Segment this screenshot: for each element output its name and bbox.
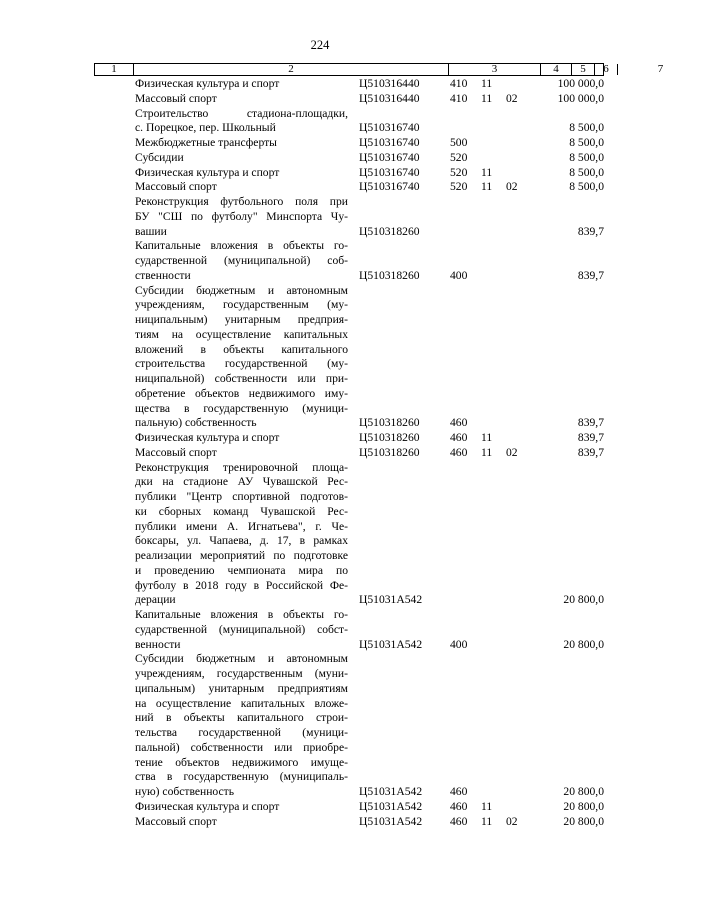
expense-type-cell: 410 bbox=[450, 91, 468, 105]
row-description bbox=[135, 77, 348, 92]
target-code-cell: Ц510316740 bbox=[359, 150, 420, 164]
amount-cell: 20 800,0 bbox=[563, 799, 604, 813]
expense-type-cell: 460 bbox=[450, 416, 468, 430]
expense-type-cell: 460 bbox=[450, 445, 468, 459]
description-line: тение объектов недвижимого имуще- bbox=[135, 755, 348, 769]
description-line: Физическая культура и спорт bbox=[135, 431, 280, 444]
subsection-cell: 02 bbox=[506, 180, 518, 194]
description-line: сударственной (муниципальной) собст- bbox=[135, 622, 348, 636]
column-header-1: 1 bbox=[111, 63, 117, 75]
expense-type-cell: 520 bbox=[450, 180, 468, 194]
description-line: Физическая культура и спорт bbox=[135, 799, 280, 813]
table-header bbox=[94, 63, 664, 76]
description-line: Массовый спорт bbox=[135, 814, 217, 828]
table-row bbox=[0, 195, 640, 239]
row-description bbox=[135, 284, 348, 432]
description-line: учреждениям, государственным (му- bbox=[135, 298, 348, 312]
description-line: футболу в 2018 году в Российской Фе- bbox=[135, 578, 348, 592]
section-cell: 11 bbox=[481, 91, 493, 105]
row-description bbox=[135, 800, 348, 815]
target-code-cell: Ц510316440 bbox=[359, 91, 420, 105]
description-line: Реконструкция футбольного поля при bbox=[135, 195, 348, 208]
amount-cell: 20 800,0 bbox=[563, 593, 604, 607]
target-code-cell: Ц510316740 bbox=[359, 136, 420, 149]
table-row bbox=[0, 608, 640, 652]
row-description bbox=[135, 107, 348, 137]
table-row bbox=[0, 446, 640, 461]
description-line: и проведению чемпионата мира по bbox=[135, 563, 348, 577]
row-description bbox=[135, 815, 348, 830]
description-line: тельства государственной (муници- bbox=[135, 726, 348, 739]
target-code-cell: Ц51031А542 bbox=[359, 799, 423, 813]
description-line: на осуществление капитальных вложе- bbox=[135, 696, 348, 710]
row-description bbox=[135, 136, 348, 151]
description-line: Субсидии бюджетным и автономным bbox=[135, 283, 348, 297]
subsection-cell: 02 bbox=[506, 91, 518, 105]
subsection-cell: 02 bbox=[506, 445, 518, 459]
description-line: Массовый спорт bbox=[135, 91, 217, 105]
expense-type-cell: 460 bbox=[450, 814, 468, 828]
target-code-cell: Ц510316740 bbox=[359, 165, 420, 179]
expense-type-cell: 460 bbox=[450, 431, 468, 444]
section-cell: 11 bbox=[481, 165, 493, 179]
description-line: Субсидии bbox=[135, 150, 184, 164]
table-row bbox=[0, 815, 640, 830]
table-row bbox=[0, 431, 640, 446]
description-line: публики имени А. Игнатьева", г. Че- bbox=[135, 519, 348, 533]
column-header-3: 3 bbox=[448, 64, 540, 75]
section-cell: 11 bbox=[481, 799, 493, 813]
row-description bbox=[135, 652, 348, 800]
description-line: строительства государственной (му- bbox=[135, 357, 348, 371]
amount-cell: 839,7 bbox=[577, 431, 604, 444]
amount-cell: 839,7 bbox=[577, 445, 604, 459]
description-line: Массовый спорт bbox=[135, 180, 217, 194]
description-line: ний в объекты капитального строи- bbox=[135, 711, 348, 725]
description-line: учреждениям, государственным (муни- bbox=[135, 667, 348, 680]
amount-cell: 20 800,0 bbox=[563, 785, 604, 798]
section-cell: 11 bbox=[481, 445, 493, 459]
description-line: ниципальной) собственности или при- bbox=[135, 372, 348, 385]
target-code-cell: Ц510318260 bbox=[359, 268, 420, 282]
description-line: ки сборных команд Чувашской Рес- bbox=[135, 504, 348, 518]
expense-type-cell: 520 bbox=[450, 150, 468, 164]
column-header-7: 7 bbox=[617, 64, 703, 75]
description-line: тиям на осуществление капитальных bbox=[135, 327, 348, 341]
description-line: ципальным) унитарным предприятиям bbox=[135, 681, 348, 695]
table-row bbox=[0, 284, 640, 432]
section-cell: 11 bbox=[481, 431, 493, 444]
amount-cell: 839,7 bbox=[577, 416, 604, 430]
row-description bbox=[135, 239, 348, 283]
amount-cell: 20 800,0 bbox=[563, 814, 604, 828]
description-line: ственности bbox=[135, 268, 191, 282]
table-row bbox=[0, 166, 640, 181]
amount-cell: 100 000,0 bbox=[557, 77, 604, 90]
section-cell: 11 bbox=[481, 77, 493, 90]
expense-type-cell: 500 bbox=[450, 136, 468, 149]
row-description bbox=[135, 431, 348, 446]
description-line: Массовый спорт bbox=[135, 445, 217, 459]
description-line: публики "Центр спортивной подготов- bbox=[135, 490, 348, 503]
amount-cell: 100 000,0 bbox=[557, 91, 604, 105]
expense-type-cell: 520 bbox=[450, 165, 468, 179]
expense-type-cell: 460 bbox=[450, 799, 468, 813]
description-line: вложений в объекты капитального bbox=[135, 342, 348, 356]
description-line: пальной) собственности или приобре- bbox=[135, 740, 348, 754]
description-line: ную) собственность bbox=[135, 785, 235, 798]
amount-cell: 20 800,0 bbox=[563, 637, 604, 651]
table-row bbox=[0, 136, 640, 151]
target-code-cell: Ц510318260 bbox=[359, 224, 420, 238]
description-line: ства в государственную (муниципаль- bbox=[135, 770, 348, 784]
expense-type-cell: 460 bbox=[450, 785, 468, 798]
target-code-cell: Ц510316440 bbox=[359, 77, 420, 90]
section-cell: 11 bbox=[481, 814, 493, 828]
description-line: Физическая культура и спорт bbox=[135, 165, 280, 179]
target-code-cell: Ц51031А542 bbox=[359, 637, 423, 651]
target-code-cell: Ц510318260 bbox=[359, 416, 420, 430]
row-description bbox=[135, 151, 348, 166]
description-line: реализации мероприятий по подготовке bbox=[135, 549, 348, 562]
row-description bbox=[135, 180, 348, 195]
target-code-cell: Ц510318260 bbox=[359, 431, 420, 444]
table-body bbox=[0, 77, 640, 829]
description-line: обретение объектов недвижимого иму- bbox=[135, 386, 348, 400]
amount-cell: 839,7 bbox=[577, 268, 604, 282]
row-description bbox=[135, 446, 348, 461]
expense-type-cell: 400 bbox=[450, 637, 468, 651]
table-row bbox=[0, 461, 640, 609]
description-line: Межбюджетные трансферты bbox=[135, 136, 277, 149]
description-line: дки на стадионе АУ Чувашской Рес- bbox=[135, 475, 348, 489]
table-row bbox=[0, 239, 640, 283]
target-code-cell: Ц51031А542 bbox=[359, 785, 423, 798]
description-line: Капитальные вложения в объекты го- bbox=[135, 608, 348, 621]
description-line: Физическая культура и спорт bbox=[135, 77, 280, 90]
column-header-4: 4 bbox=[540, 64, 571, 75]
description-line: дерации bbox=[135, 593, 176, 607]
description-line: Строительство стадиона-площадки, bbox=[135, 106, 348, 120]
amount-cell: 8 500,0 bbox=[569, 121, 604, 135]
table-row bbox=[0, 77, 640, 92]
amount-cell: 8 500,0 bbox=[569, 150, 604, 164]
row-description bbox=[135, 608, 348, 652]
row-description bbox=[135, 92, 348, 107]
amount-cell: 8 500,0 bbox=[569, 136, 604, 149]
description-line: ниципальным) унитарным предприя- bbox=[135, 313, 348, 326]
expense-type-cell: 400 bbox=[450, 268, 468, 282]
target-code-cell: Ц510316740 bbox=[359, 121, 420, 135]
column-header-5: 5 bbox=[571, 64, 594, 75]
target-code-cell: Ц510318260 bbox=[359, 445, 420, 459]
amount-cell: 839,7 bbox=[577, 224, 604, 238]
amount-cell: 8 500,0 bbox=[569, 180, 604, 194]
table-row bbox=[0, 107, 640, 137]
description-line: пальную) собственность bbox=[135, 416, 257, 430]
expense-type-cell: 410 bbox=[450, 77, 468, 90]
description-line: с. Порецкое, пер. Школьный bbox=[135, 121, 276, 135]
target-code-cell: Ц51031А542 bbox=[359, 814, 423, 828]
target-code-cell: Ц51031А542 bbox=[359, 593, 423, 607]
description-line: Капитальные вложения в объекты го- bbox=[135, 239, 348, 253]
description-line: щества в государственную (муници- bbox=[135, 401, 348, 415]
column-header-2: 2 bbox=[133, 64, 448, 75]
table-row bbox=[0, 800, 640, 815]
table-row bbox=[0, 180, 640, 195]
amount-cell: 8 500,0 bbox=[569, 165, 604, 179]
description-line: боксары, ул. Чапаева, д. 17, в рамках bbox=[135, 534, 348, 548]
description-line: вашии bbox=[135, 224, 167, 238]
description-line: сударственной (муниципальной) соб- bbox=[135, 254, 348, 267]
description-line: Реконструкция тренировочной площа- bbox=[135, 460, 348, 474]
description-line: венности bbox=[135, 637, 181, 651]
column-header-6: 6 bbox=[594, 64, 617, 75]
page-number: 224 bbox=[310, 38, 330, 52]
target-code-cell: Ц510316740 bbox=[359, 180, 420, 194]
table-row bbox=[0, 92, 640, 107]
table-row bbox=[0, 151, 640, 166]
table-row bbox=[0, 652, 640, 800]
section-cell: 11 bbox=[481, 180, 493, 194]
row-description bbox=[135, 461, 348, 609]
description-line: БУ "СШ по футболу" Минспорта Чу- bbox=[135, 209, 348, 223]
description-line: Субсидии бюджетным и автономным bbox=[135, 652, 348, 666]
subsection-cell: 02 bbox=[506, 814, 518, 828]
row-description bbox=[135, 195, 348, 239]
row-description bbox=[135, 166, 348, 181]
